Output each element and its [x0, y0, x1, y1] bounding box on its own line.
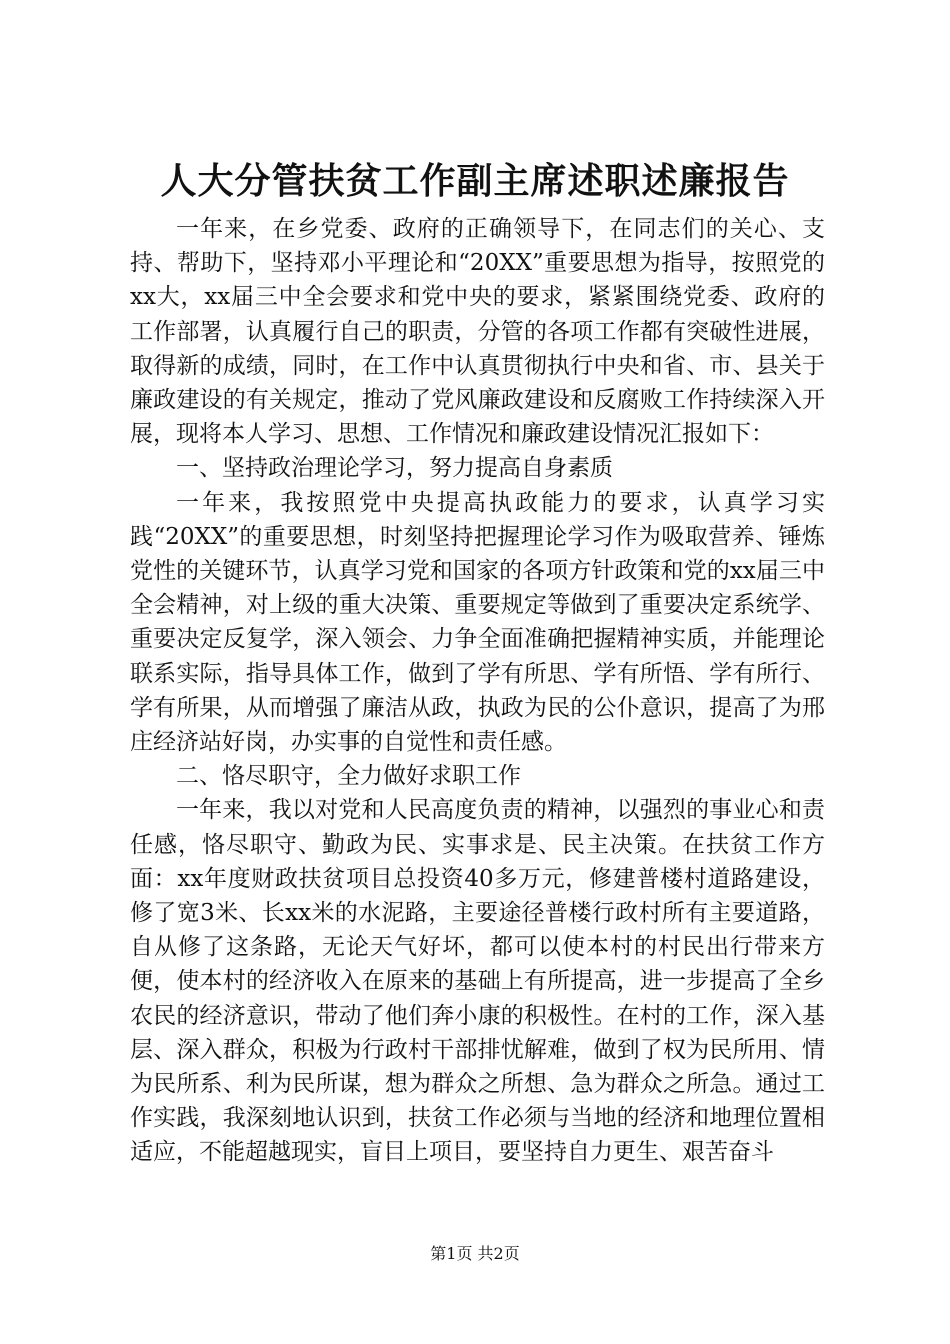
document-title: 人大分管扶贫工作副主席述职述廉报告 [160, 161, 790, 202]
paragraph-study: 一年来，我按照党中央提高执政能力的要求，认真学习实践“20XX”的重要思想，时刻坚持把握理论学习作为吸取营养、锤炼党性的关键环节，认真学习党和国家的各项方针政策和党的xx届三中全会精神，对上级的重大决策、重要规定等做到了重要决定系统学、重要决定反复学，深入领会、力争全面准确把握精神实质，并能理论联系实际，指导具体工作，做到了学有所思、学有所悟、学有所行、学有所果，从而增强了廉洁从政，执政为民的公仆意识，提高了为邢庄经济站好岗，办实事的自觉性和责任感。 [130, 489, 825, 756]
paragraph-intro: 一年来，在乡党委、政府的正确领导下，在同志们的关心、支持、帮助下，坚持邓小平理论和“20XX”重要思想为指导，按照党的xx大，xx届三中全会要求和党中央的要求，紧紧围绕党委、政府的工作部署，认真履行自己的职责，分管的各项工作都有突破性进展，取得新的成绩，同时，在工作中认真贯彻执行中央和省、市、县关于廉政建设的有关规定，推动了党风廉政建设和反腐败工作持续深入开展，现将本人学习、思想、工作情况和廉政建设情况汇报如下： [130, 216, 825, 448]
document-body [130, 212, 825, 1170]
paragraph-work: 一年来，我以对党和人民高度负责的精神，以强烈的事业心和责任感，恪尽职守、勤政为民、实事求是、民主决策。在扶贫工作方面：xx年度财政扶贫项目总投资40多万元，修建普楼村道路建设，修了宽3米、长xx米的水泥路，主要途径普楼行政村所有主要道路，自从修了这条路，无论天气好坏，都可以使本村的村民出行带来方便，使本村的经济收入在原来的基础上有所提高，进一步提高了全乡农民的经济意识，带动了他们奔小康的积极性。在村的工作，深入基层、深入群众，积极为行政村干部排忧解难，做到了权为民所用、情为民所系、利为民所谋，想为群众之所想、急为群众之所急。通过工作实践，我深刻地认识到，扶贫工作必须与当地的经济和地理位置相适应，不能超越现实，盲目上项目，要坚持自力更生、艰苦奋斗 [130, 797, 825, 1166]
section-heading-1: 一、坚持政治理论学习，努力提高自身素质 [176, 455, 613, 482]
section-heading-2: 二、恪尽职守，全力做好求职工作 [176, 763, 521, 790]
page-number: 第1页 共2页 [430, 1244, 520, 1263]
